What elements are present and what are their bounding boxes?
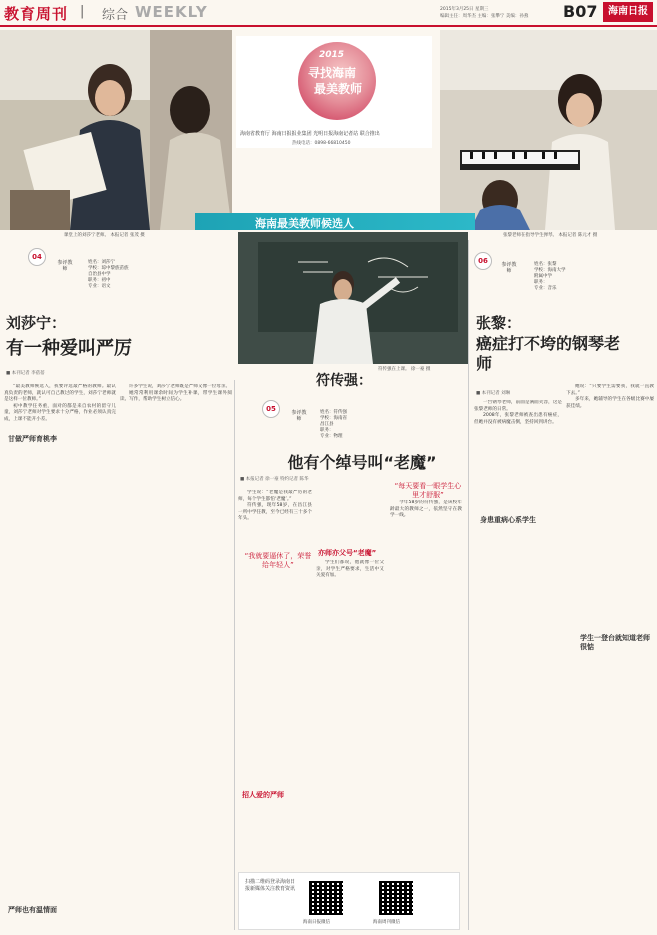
center-pull-quote-2: “每天要看一眼学生心里才舒服” <box>394 482 462 499</box>
left-badge-number: 04 <box>28 248 46 266</box>
photo-fuchuanqiang <box>238 232 468 364</box>
editor-credits: 编辑主任：周华杰 主编：张攀宁 美编：孙燕 <box>440 14 529 19</box>
left-badge-label: 参评教师 <box>57 260 73 272</box>
right-subhead-1: 身患重病心系学生 <box>480 516 536 524</box>
left-subhead-2: 严师也有温情面 <box>8 906 57 914</box>
right-article-col1: 一台钢琴老师，前面是满面笑容，这是张黎老师的日常。 2008年，张黎老师被查出患有癌症，但她并没有被病魔击倒，坚持回到讲台。 <box>474 400 562 425</box>
left-subhead-1: 甘做严师育桃李 <box>8 435 57 443</box>
center-headline-name: 符传强： <box>316 373 372 389</box>
left-headline: 有一种爱叫严厉 <box>6 338 132 359</box>
qr-code-1[interactable] <box>309 881 343 915</box>
left-article-col2: 许多学生说，刘莎宁老师既是严师又像一位母亲。 她常常利用课余时间为学生补课，带学生课外阅读、写作，帮助学生树立信心。 <box>120 384 232 403</box>
right-badge-number: 06 <box>474 252 492 270</box>
section-header <box>195 213 475 230</box>
column-rule-left <box>234 380 235 930</box>
right-article-col2: 她说：“只要学生需要我，我就一直教下去。” 多年来，她辅导的学生在各级比赛中屡获佳绩。 <box>566 384 654 409</box>
center-subhead-2: 招人爱的严师 <box>242 791 284 799</box>
weekly-label: WEEKLY <box>135 3 208 21</box>
page-number: B07 <box>563 2 598 21</box>
left-profile-info: 姓名：刘莎宁 学校：琼中黎族苗族 自治县中学 职务：初中 专业：语文 <box>88 260 129 289</box>
category-label: 综合 <box>102 8 129 23</box>
center-profile-info: 姓名：符传强 学校：海南省 昌江县 职务： 专业：物理 <box>320 410 347 439</box>
banner-title-line2: 最美教师 <box>314 82 363 96</box>
center-subhead-1: 亦师亦父号“老魔” <box>318 549 377 557</box>
right-headline: 癌症打不垮的钢琴老师 <box>476 334 621 373</box>
qr-label-2: 海南周刊微信 <box>373 920 400 925</box>
campaign-banner <box>236 36 432 148</box>
left-headline-name: 刘莎宁： <box>6 314 67 332</box>
right-profile-info: 姓名：张黎 学校：海南大学 附属中学 职务： 专业：音乐 <box>534 262 566 291</box>
right-byline: ■ 本刊记者 刘琳 <box>476 391 511 396</box>
center-pull-quote: “我就要逼休了，荣誉给年轻人” <box>244 552 312 569</box>
center-article-col2: 学生们都说，他就像一位父亲，对学生严格要求，生活中又关爱有加。 <box>316 560 384 579</box>
qr-promo-text: 扫描二维码登录海南日报新媒体关注教育资讯 <box>245 879 296 892</box>
center-photo-caption: 符传强在上课。 徐一豪 摄 <box>378 367 431 372</box>
left-photo-caption: 课堂上的刘莎宁老师。 本报记者 张茂 摄 <box>64 233 145 238</box>
masthead <box>0 0 657 26</box>
center-byline: ■ 本报记者 徐一豪 特约记者 陈华 <box>240 477 309 482</box>
newspaper-logo: 海南日报 <box>603 2 653 22</box>
center-article-col3: 今年58岁的符传强，是该校年龄最大的教师之一，依然坚守在教学一线。 <box>390 500 462 519</box>
right-subhead-2: 学生一登台就知道老师很惦 <box>580 634 650 651</box>
banner-title-line1: 寻找海南 <box>308 66 357 80</box>
banner-hotline: 热线电话：0898-66810450 <box>292 141 351 146</box>
left-byline: ■ 本刊记者 李蓓蓓 <box>6 371 45 376</box>
issue-date: 2015年3月25日 星期三 <box>440 7 489 12</box>
section-title: 教育周刊 <box>4 5 69 23</box>
left-article-col1: “最美教师候选人，我要评选最严格的教师。最认真负责的老师，就认可自己教过的学生，刘莎宁老师就是这样一位教师。” 初中教学任务重，面对的都是来自农村的留守儿童，刘莎宁老师对学生要求十分严格，作业必须认真完成，上课不能开小差。 <box>4 384 116 422</box>
qr-code-2[interactable] <box>379 881 413 915</box>
photo-zhangli <box>440 30 657 230</box>
photo-liushaning <box>0 30 232 230</box>
qr-label-1: 海南日报微信 <box>303 920 330 925</box>
banner-organizers: 海南省教育厅 海南日报报业集团 光明日报海南记者站 联合推出 <box>240 131 380 137</box>
right-photo-caption: 张黎老师在指导学生弹琴。 本报记者 陈元才 摄 <box>503 233 598 238</box>
section-header-text: 海南最美教师候选人 <box>255 217 354 230</box>
masthead-divider: | <box>80 4 85 19</box>
center-article-col1: 学生说：“老魔是我最严厉的老师，每个学生都怕‘老魔’。” 符传强，现年58岁，在昌江县一所中学任教，至今已经有三十多个年头。 <box>238 490 312 522</box>
masthead-rule <box>0 25 657 27</box>
qr-promo-box <box>238 872 460 930</box>
center-headline: 他有个绰号叫“老魔” <box>287 453 437 472</box>
center-badge-number: 05 <box>262 400 280 418</box>
banner-year: 2015 <box>319 50 345 60</box>
column-rule-right <box>468 240 469 930</box>
right-badge-label: 参评教师 <box>501 262 517 274</box>
center-badge-label: 参评教师 <box>291 410 307 422</box>
right-headline-name: 张黎： <box>476 314 522 332</box>
